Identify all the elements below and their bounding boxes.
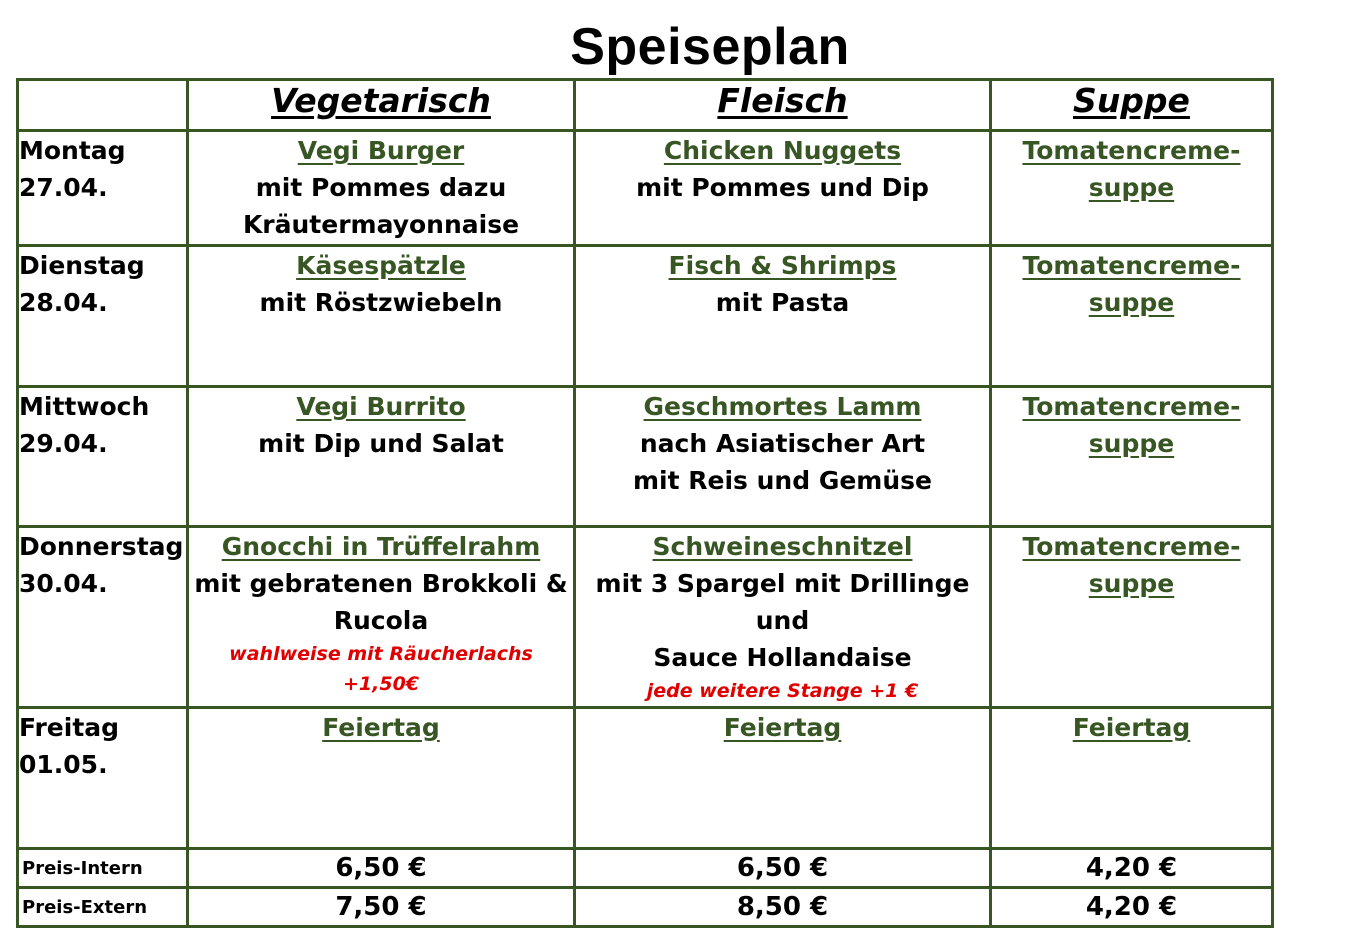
dish-description: mit Dip und Salat: [258, 429, 504, 458]
dish-description: mit gebratenen Brokkoli &: [194, 569, 568, 598]
price-note: wahlweise mit Räucherlachs +1,50€: [229, 643, 533, 695]
veg-cell: [188, 708, 575, 849]
dish-description: Kräutermayonnaise: [242, 210, 520, 239]
dish-description: mit Pasta: [715, 288, 850, 317]
header-row: [18, 80, 1273, 131]
day-cell: [18, 131, 188, 246]
price-veg: 6,50 €: [188, 849, 575, 888]
price-soup: 4,20 €: [991, 888, 1273, 927]
soup-cell: [991, 527, 1273, 708]
soup-name: suppe: [1088, 173, 1175, 202]
day-cell: [18, 246, 188, 387]
day-cell: [18, 387, 188, 527]
day-name: Mittwoch: [19, 392, 150, 421]
day-date: 30.04.: [19, 569, 108, 598]
page-title: Speiseplan: [570, 18, 850, 76]
price-label: Preis-Intern: [18, 849, 188, 888]
price-veg: 7,50 €: [188, 888, 575, 927]
dish-name: Feiertag: [723, 713, 842, 742]
day-row-montag: [18, 131, 1273, 246]
dish-name: Gnocchi in Trüffelrahm: [221, 532, 541, 561]
meat-cell: [575, 527, 991, 708]
dish-name: Fisch & Shrimps: [668, 251, 897, 280]
day-date: 29.04.: [19, 429, 108, 458]
dish-name: Schweineschnitzel: [652, 532, 913, 561]
dish-description: Sauce Hollandaise: [653, 643, 912, 672]
veg-cell: [188, 527, 575, 708]
day-name: Montag: [19, 136, 126, 165]
meat-cell: [575, 131, 991, 246]
price-meat: 6,50 €: [575, 849, 991, 888]
dish-description: mit Pommes dazu: [255, 173, 507, 202]
dish-name: Vegi Burrito: [296, 392, 466, 421]
meat-cell: [575, 387, 991, 527]
day-cell: [18, 527, 188, 708]
price-row-intern: [18, 849, 1273, 888]
veg-cell: [188, 246, 575, 387]
day-cell: [18, 708, 188, 849]
price-meat: 8,50 €: [575, 888, 991, 927]
price-note: jede weitere Stange +1 €: [646, 680, 919, 702]
dish-description: mit Röstzwiebeln: [259, 288, 503, 317]
column-header-suppe: Suppe: [991, 80, 1273, 131]
soup-cell: [991, 387, 1273, 527]
soup-cell: [991, 246, 1273, 387]
day-name: Freitag: [19, 713, 120, 742]
day-date: 28.04.: [19, 288, 108, 317]
meat-cell: [575, 708, 991, 849]
soup-cell: [991, 708, 1273, 849]
day-row-mittwoch: [18, 387, 1273, 527]
dish-name: Geschmortes Lamm: [643, 392, 922, 421]
dish-name: Käsespätzle: [296, 251, 466, 280]
column-header-vegetarisch: Vegetarisch: [188, 80, 575, 131]
day-row-donnerstag: [18, 527, 1273, 708]
day-name: Dienstag: [19, 251, 145, 280]
soup-name: Feiertag: [1072, 713, 1191, 742]
day-date: 27.04.: [19, 173, 108, 202]
menu-table: [16, 78, 1274, 928]
dish-description: Rucola: [333, 606, 429, 635]
day-row-dienstag: [18, 246, 1273, 387]
dish-description: nach Asiatischer Art: [639, 429, 926, 458]
day-name: Donnerstag: [19, 532, 184, 561]
dish-description: mit 3 Spargel mit Drillinge und: [595, 569, 970, 635]
dish-name: Vegi Burger: [297, 136, 465, 165]
dish-name: Chicken Nuggets: [663, 136, 902, 165]
price-label: Preis-Extern: [18, 888, 188, 927]
dish-name: Feiertag: [322, 713, 440, 742]
soup-name: suppe: [1088, 569, 1175, 598]
soup-name: Tomatencreme-: [1022, 532, 1241, 561]
soup-name: Tomatencreme-: [1022, 136, 1241, 165]
day-date: 01.05.: [19, 750, 108, 779]
dish-description: mit Reis und Gemüse: [633, 466, 932, 495]
day-row-freitag: [18, 708, 1273, 849]
meat-cell: [575, 246, 991, 387]
soup-cell: [991, 131, 1273, 246]
soup-name: Tomatencreme-: [1022, 251, 1241, 280]
dish-description: mit Pommes und Dip: [636, 173, 929, 202]
price-row-extern: [18, 888, 1273, 927]
veg-cell: [188, 131, 575, 246]
soup-name: suppe: [1088, 429, 1175, 458]
corner-cell: [18, 80, 188, 131]
column-header-fleisch: Fleisch: [575, 80, 991, 131]
price-soup: 4,20 €: [991, 849, 1273, 888]
soup-name: suppe: [1088, 288, 1175, 317]
soup-name: Tomatencreme-: [1022, 392, 1241, 421]
veg-cell: [188, 387, 575, 527]
